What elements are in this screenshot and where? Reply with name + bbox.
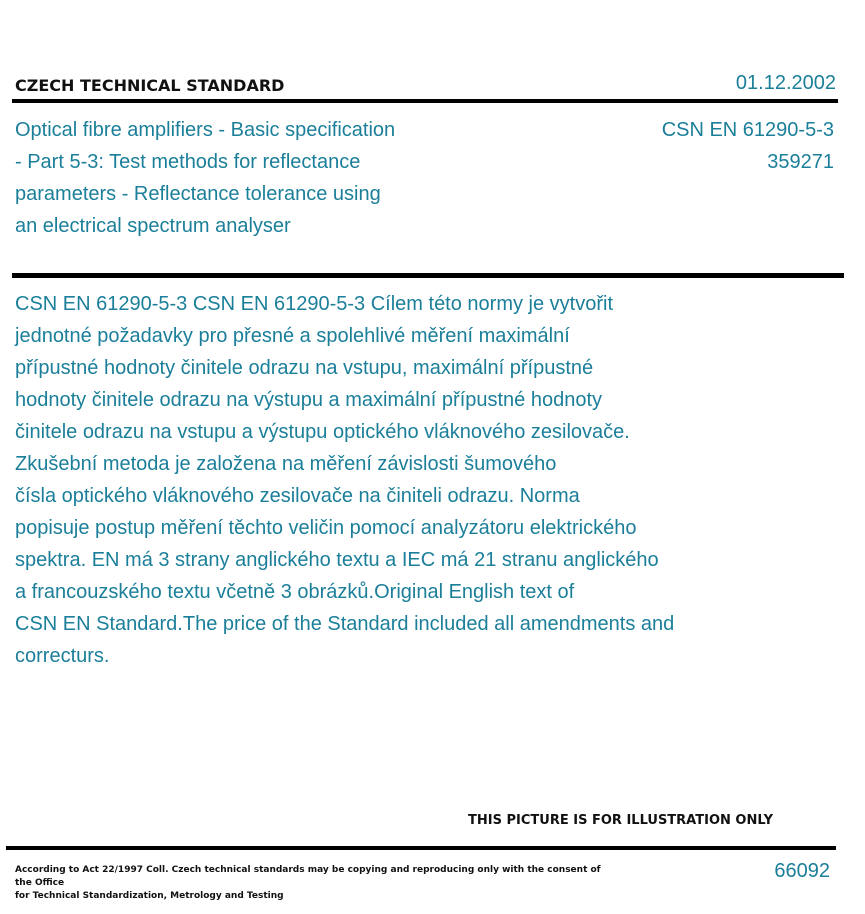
abstract-line: přípustné hodnoty činitele odrazu na vstupu, maximální přípustné bbox=[15, 357, 594, 379]
title-line: - Part 5-3: Test methods for reflectance bbox=[15, 151, 361, 173]
standard-codes bbox=[662, 114, 834, 178]
legal-notice bbox=[15, 864, 615, 903]
abstract-line: čísla optického vláknového zesilovače na činiteli odrazu. Norma bbox=[15, 485, 580, 507]
standard-title bbox=[15, 114, 445, 242]
abstract-line: popisuje postup měření těchto veličin pomocí analyzátoru elektrického bbox=[15, 517, 637, 539]
title-line: parameters - Reflectance tolerance using bbox=[15, 183, 381, 205]
section-divider bbox=[12, 273, 844, 278]
footer-divider bbox=[6, 846, 836, 850]
abstract-line: činitele odrazu na vstupu a výstupu optického vláknového zesilovače. bbox=[15, 421, 630, 443]
abstract-line: CSN EN 61290-5-3 CSN EN 61290-5-3 Cílem této normy je vytvořit bbox=[15, 293, 614, 315]
header-divider bbox=[12, 99, 838, 103]
abstract-text bbox=[15, 288, 745, 672]
standard-number: 359271 bbox=[767, 151, 834, 173]
legal-line: for Technical Standardization, Metrology and Testing bbox=[15, 891, 284, 901]
abstract-line: jednotné požadavky pro přesné a spolehlivé měření maximální bbox=[15, 325, 570, 347]
abstract-line: correcturs. bbox=[15, 645, 110, 667]
abstract-line: Zkušební metoda je založena na měření závislosti šumového bbox=[15, 453, 557, 475]
document-type-label: CZECH TECHNICAL STANDARD bbox=[15, 76, 285, 95]
abstract-line: CSN EN Standard.The price of the Standard included all amendments and bbox=[15, 613, 675, 635]
standard-code: CSN EN 61290-5-3 bbox=[661, 119, 834, 141]
illustration-note: THIS PICTURE IS FOR ILLUSTRATION ONLY bbox=[468, 813, 773, 828]
legal-line: According to Act 22/1997 Coll. Czech technical standards may be copying and reproducing only with the consent of the Office bbox=[15, 865, 601, 888]
title-line: an electrical spectrum analyser bbox=[15, 215, 291, 237]
catalog-code: 66092 bbox=[774, 860, 830, 882]
abstract-line: hodnoty činitele odrazu na výstupu a maximální přípustné hodnoty bbox=[15, 389, 603, 411]
title-line: Optical fibre amplifiers - Basic specification bbox=[15, 119, 396, 141]
publication-date: 01.12.2002 bbox=[735, 72, 836, 94]
abstract-line: a francouzského textu včetně 3 obrázků.Original English text of bbox=[15, 581, 575, 603]
abstract-line: spektra. EN má 3 strany anglického textu a IEC má 21 stranu anglického bbox=[15, 549, 659, 571]
